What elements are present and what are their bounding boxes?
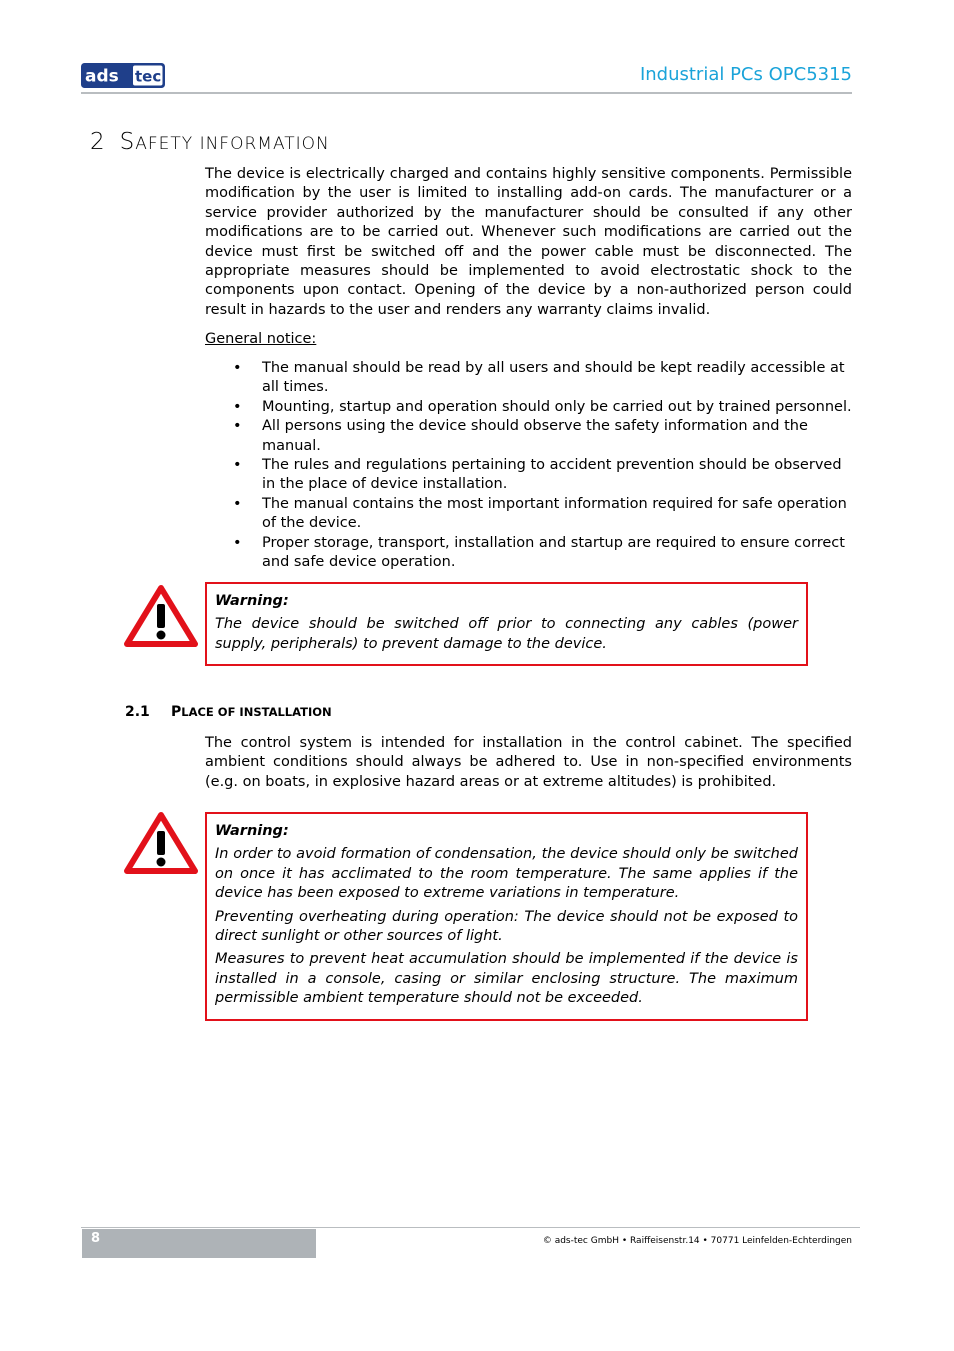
footer-divider [81,1227,860,1228]
list-item [205,359,852,398]
warning-box [205,812,808,1021]
list-item-text: All persons using the device should observe the safety information and the manual. [262,418,808,454]
document-header-title: Industrial PCs OPC5315 [639,64,852,85]
warning-triangle-icon [124,811,198,875]
chapter-number: 2 [90,129,106,155]
section-title [125,704,332,720]
general-notice-heading [205,330,852,349]
list-item [205,417,852,456]
svg-text:tec: tec [135,67,162,86]
list-item-text: The manual should be read by all users and should be kept readily accessible at all times. [262,360,845,396]
bullet-symbol: • [233,418,242,435]
general-notice-list [205,359,852,572]
section-number: 2.1 [125,704,150,720]
chapter-title [90,129,330,155]
svg-text:ads: ads [85,66,119,87]
bullet-symbol: • [233,457,242,474]
section-paragraph: The control system is intended for installation in the control cabinet. The specified ambient conditions should always be adhered to. Use in non-specified environments (e.g. on boats, in explosive hazard areas or at extreme altitudes) is prohibited. [205,735,852,790]
page-number: 8 [91,1231,101,1246]
section-title-initial: P [171,704,182,720]
list-item-text: The rules and regulations pertaining to accident prevention should be observed in the place of device installation. [262,457,842,493]
warning-title: Warning: [215,593,289,609]
list-item [205,534,852,573]
warning-paragraph: Measures to prevent heat accumulation should be implemented if the device is installed in a console, casing or similar enclosing structure. The maximum permissible ambient temperature should not be exceeded. [215,951,798,1007]
warning-box [205,582,808,666]
warning-paragraph: Preventing overheating during operation: The device should not be exposed to direct sunlight or other sources of light. [215,908,798,945]
header-divider [81,92,852,94]
footer-page-bar [82,1229,316,1258]
intro-paragraph: The device is electrically charged and contains highly sensitive components. Permissible modification by the user is limited to installing add-on cards. The manufacturer or a service provider authorized by the manufacturer should be consulted if any other modifications are to be carried out. Whenever such modifications are carried out the device must first be switched off and the power cable must be disconnected. The appropriate measures should be implemented to avoid electrostatic shock to the components upon contact. Opening of the device by a non-authorized person could result in hazards to the user and renders any warranty claims invalid. [205,166,852,318]
list-item [205,495,852,534]
warning-triangle-icon [124,584,198,648]
warning-title: Warning: [215,823,289,839]
chapter-title-initial: S [119,129,136,155]
section-title-rest: LACE OF INSTALLATION [181,705,332,719]
list-item-text: Mounting, startup and operation should only be carried out by trained personnel. [262,398,852,415]
warning-paragraph: In order to avoid formation of condensation, the device should only be switched on once it has acclimated to the room temperature. The same applies if the device has been exposed to extreme variations in temperature. [215,846,798,902]
chapter-title-rest: AFETY INFORMATION [135,134,330,154]
bullet-symbol: • [233,360,242,376]
list-item-text: Proper storage, transport, installation and startup are required to ensure correct and safe device operation. [262,534,845,571]
ads-tec-logo [81,63,165,88]
bullet-symbol: • [233,534,242,551]
list-item-text: The manual contains the most important information required for safe operation of the device. [262,495,847,532]
bullet-symbol: • [233,398,242,415]
list-item [205,398,852,417]
bullet-symbol: • [233,495,242,512]
warning-text: The device should be switched off prior to connecting any cables (power supply, peripherals) to prevent damage to the device. [215,616,798,652]
footer-copyright: © ads-tec GmbH • Raiffeisenstr.14 • 70771 Leinfelden-Echterdingen [542,1236,852,1246]
list-item [205,456,852,495]
general-notice-label: General notice: [205,331,317,347]
